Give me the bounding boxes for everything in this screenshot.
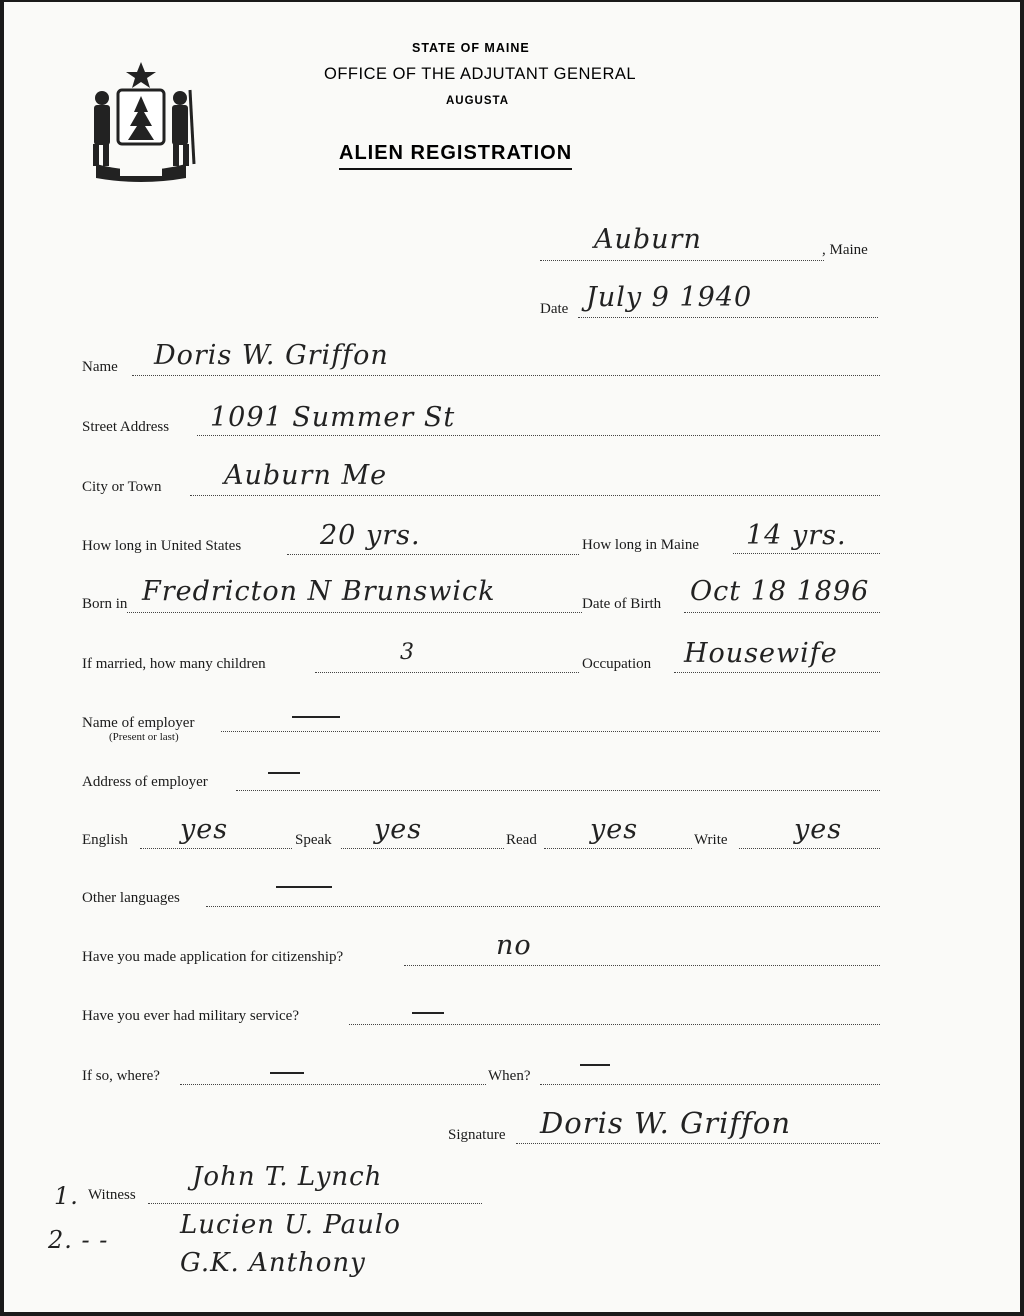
speak-value: yes	[374, 814, 423, 845]
english-label: English	[82, 832, 128, 848]
date-value: July 9 1940	[586, 282, 753, 313]
citizenship-label: Have you made application for citizenship?	[82, 949, 344, 965]
dob-value: Oct 18 1896	[690, 576, 870, 607]
registration-form	[4, 2, 1020, 1312]
other-languages-label: Other languages	[82, 890, 180, 906]
header-city: AUGUSTA	[446, 95, 510, 107]
when-label: When?	[488, 1068, 531, 1084]
header-office: OFFICE OF THE ADJUTANT GENERAL	[324, 65, 637, 83]
born-label: Born in	[82, 596, 128, 612]
read-label: Read	[506, 832, 537, 848]
military-label: Have you ever had military service?	[82, 1008, 299, 1024]
us-duration-value: 20 yrs.	[320, 520, 421, 551]
city-label: City or Town	[82, 479, 162, 495]
maine-duration-value: 14 yrs.	[746, 520, 847, 551]
date-label: Date	[540, 301, 569, 317]
speak-label: Speak	[295, 832, 332, 848]
english-value: yes	[180, 814, 229, 845]
signature-label: Signature	[448, 1127, 506, 1143]
citizenship-value: no	[496, 930, 532, 961]
name-value: Doris W. Griffon	[154, 340, 389, 371]
street-value: 1091 Summer St	[210, 402, 456, 433]
witness-number-1: 1.	[54, 1182, 79, 1210]
form-title: ALIEN REGISTRATION	[339, 142, 572, 170]
witness-number-2: 2. - -	[48, 1226, 109, 1254]
witness-3-value: G.K. Anthony	[180, 1248, 366, 1278]
dob-label: Date of Birth	[582, 596, 662, 612]
occupation-value: Housewife	[684, 638, 838, 669]
read-value: yes	[590, 814, 639, 845]
witness-2-value: Lucien U. Paulo	[180, 1210, 401, 1240]
signature-value: Doris W. Griffon	[540, 1106, 792, 1140]
children-value: 3	[400, 640, 415, 665]
employer-sublabel: (Present or last)	[109, 731, 179, 743]
employer-label: Name of employer	[82, 715, 195, 731]
place-value: Auburn	[594, 224, 702, 255]
witness-1-value: John T. Lynch	[192, 1162, 383, 1192]
street-label: Street Address	[82, 419, 170, 435]
write-label: Write	[694, 832, 728, 848]
us-duration-label: How long in United States	[82, 538, 242, 554]
write-value: yes	[794, 814, 843, 845]
maine-state-seal	[82, 60, 200, 182]
witness-label: Witness	[88, 1187, 136, 1203]
where-label: If so, where?	[82, 1068, 160, 1084]
header-state: STATE OF MAINE	[412, 41, 530, 55]
occupation-label: Occupation	[582, 656, 652, 672]
place-suffix: , Maine	[822, 242, 868, 258]
city-value: Auburn Me	[224, 460, 388, 491]
born-value: Fredricton N Brunswick	[142, 576, 496, 607]
maine-duration-label: How long in Maine	[582, 537, 700, 553]
employer-address-label: Address of employer	[82, 774, 208, 790]
name-label: Name	[82, 359, 118, 375]
children-label: If married, how many children	[82, 656, 266, 672]
